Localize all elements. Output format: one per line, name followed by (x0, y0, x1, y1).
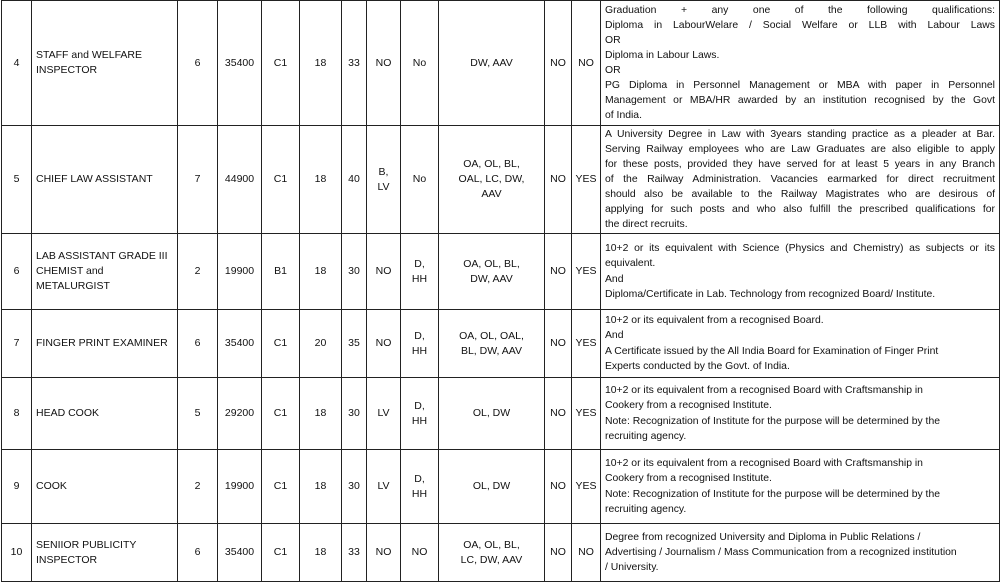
suitability-hh-line: HH (411, 344, 428, 357)
suitability-text: NO (375, 337, 392, 349)
qualification-line: 10+2 or its equivalent from a recognised Board. (605, 315, 824, 327)
pay-text: 35400 (224, 56, 255, 69)
qualification-line: OR (605, 34, 621, 46)
pay-cell (218, 378, 262, 450)
serial-number-text: 9 (13, 480, 20, 492)
post-name-line: LAB ASSISTANT GRADE III (36, 250, 168, 262)
age-min-cell (300, 234, 342, 310)
flag-b-text: NO (578, 546, 594, 558)
pwbd-categories-line: OA, OL, BL, (463, 538, 520, 551)
pay-text: 35400 (224, 337, 255, 349)
age-min-cell (300, 524, 342, 582)
age-min-text: 18 (314, 56, 327, 69)
suitability-hh-line: D, (414, 472, 425, 485)
pay-text: 29200 (224, 407, 255, 419)
vacancies-cell (178, 524, 218, 582)
serial-number-text: 7 (13, 337, 20, 349)
flag-b-text: YES (575, 337, 597, 349)
post-name-cell (32, 310, 178, 378)
qualification-line: Cookery from a recognised Institute. (605, 400, 772, 412)
suitability-hh-text: No (412, 173, 427, 185)
pwbd-categories-cell (439, 378, 545, 450)
qualification-line: Note: Recognization of Institute for the purpose will be determined by the (605, 488, 941, 500)
suitability-hh-cell (401, 310, 439, 378)
pwbd-categories-cell (439, 310, 545, 378)
serial-number-cell (2, 1, 32, 126)
table-body (2, 1, 1000, 582)
age-min-text: 18 (314, 546, 327, 558)
post-name-line: FINGER PRINT EXAMINER (36, 337, 168, 349)
serial-number-cell (2, 524, 32, 582)
vacancies-cell (178, 126, 218, 234)
flag-b-text: YES (575, 265, 597, 277)
qualification-line: of India. (605, 110, 642, 122)
table-row (2, 310, 1000, 378)
flag-a-text: NO (550, 480, 566, 492)
post-name-cell (32, 378, 178, 450)
medical-standard-cell (262, 524, 300, 582)
table-row (2, 234, 1000, 310)
qualification-cell (601, 310, 1000, 378)
flag-cell-b (572, 310, 601, 378)
qualification-line: 10+2 or its equivalent from a recognised Board with Craftsmanship in (605, 385, 923, 397)
pwbd-categories-cell (439, 524, 545, 582)
age-max-cell (342, 450, 367, 524)
age-min-cell (300, 1, 342, 126)
flag-cell-a (545, 1, 572, 126)
flag-a-text: NO (550, 546, 566, 558)
age-max-text: 30 (348, 407, 360, 419)
serial-number-text: 5 (13, 173, 20, 185)
vacancies-cell (178, 1, 218, 126)
pay-cell (218, 126, 262, 234)
suitability-cell (367, 234, 401, 310)
qualification-line: the direct recruits. (605, 219, 688, 231)
qualification-cell (601, 1, 1000, 126)
flag-cell-a (545, 126, 572, 234)
flag-b-text: YES (575, 173, 597, 185)
age-min-cell (300, 378, 342, 450)
medical-standard-cell (262, 450, 300, 524)
pay-text: 19900 (224, 265, 255, 277)
qualification-line: Cookery from a recognised Institute. (605, 473, 772, 485)
suitability-hh-text: No (412, 56, 427, 69)
flag-a-text: NO (550, 265, 566, 277)
age-max-text: 30 (348, 265, 360, 277)
table-row (2, 1, 1000, 126)
post-name-cell (32, 450, 178, 524)
qualification-line: Note: Recognization of Institute for the purpose will be determined by the (605, 415, 941, 427)
qualification-line: PG Diploma in Personnel Management or MBA with paper in Personnel (605, 80, 995, 92)
medical-standard-text: C1 (273, 337, 288, 349)
qualification-line: recruiting agency. (605, 503, 687, 515)
medical-standard-cell (262, 1, 300, 126)
flag-a-text: NO (550, 173, 566, 185)
suitability-cell (367, 378, 401, 450)
suitability-cell (367, 450, 401, 524)
pay-cell (218, 524, 262, 582)
medical-standard-text: C1 (273, 173, 288, 185)
flag-cell-a (545, 378, 572, 450)
post-name-cell (32, 126, 178, 234)
qualification-cell (601, 524, 1000, 582)
table-row (2, 126, 1000, 234)
suitability-hh-cell (401, 126, 439, 234)
pay-cell (218, 1, 262, 126)
qualification-cell (601, 126, 1000, 234)
post-name-line: METALURGIST (36, 280, 110, 292)
age-min-text: 18 (314, 173, 327, 185)
qualification-line: Management or MBA/HR awarded by an institution recognised by the Govt (605, 95, 995, 107)
pwbd-categories-cell (439, 234, 545, 310)
post-name-line: SENIIOR PUBLICITY (36, 538, 137, 551)
pay-cell (218, 234, 262, 310)
flag-cell-b (572, 524, 601, 582)
medical-standard-text: C1 (273, 546, 288, 558)
suitability-hh-cell (401, 1, 439, 126)
pwbd-categories-line: OA, OL, OAL, (459, 329, 524, 342)
age-min-text: 20 (314, 337, 327, 349)
suitability-text: LV (377, 480, 390, 492)
age-min-cell (300, 310, 342, 378)
flag-cell-b (572, 1, 601, 126)
age-max-text: 33 (348, 546, 360, 558)
vacancies-text: 7 (194, 173, 201, 185)
suitability-cell (367, 1, 401, 126)
pay-text: 19900 (224, 480, 255, 492)
qualification-line: recruiting agency. (605, 430, 687, 442)
suitability-text: NO (375, 546, 392, 558)
medical-standard-cell (262, 310, 300, 378)
flag-b-text: YES (575, 407, 597, 419)
flag-cell-a (545, 450, 572, 524)
qualification-line: 10+2 or its equivalent from a recognised Board with Craftsmanship in (605, 458, 923, 470)
suitability-line: LV (377, 180, 390, 193)
suitability-text: NO (375, 265, 392, 277)
pwbd-categories-cell (439, 450, 545, 524)
vacancies-text: 5 (194, 407, 201, 419)
age-min-text: 18 (314, 265, 327, 277)
suitability-hh-line: D, (414, 399, 425, 412)
post-name-line: HEAD COOK (36, 407, 100, 419)
flag-cell-a (545, 310, 572, 378)
qualification-line: A University Degree in Law with 3years standing practice as a pleader at Bar. (605, 128, 995, 140)
table-row (2, 524, 1000, 582)
pwbd-categories-line: DW, AAV (470, 56, 513, 69)
recruitment-table (1, 0, 1000, 582)
post-name-line: COOK (36, 480, 67, 492)
age-max-text: 33 (348, 56, 360, 69)
post-name-line: INSPECTOR (36, 553, 98, 566)
pwbd-categories-line: OA, OL, BL, (463, 158, 520, 170)
pwbd-categories-line: AAV (481, 188, 502, 200)
serial-number-cell (2, 126, 32, 234)
serial-number-text: 4 (13, 56, 20, 69)
age-min-cell (300, 450, 342, 524)
post-name-cell (32, 1, 178, 126)
suitability-line: B, (378, 165, 389, 178)
post-name-line: INSPECTOR (36, 64, 98, 76)
medical-standard-cell (262, 378, 300, 450)
pwbd-categories-line: OA, OL, BL, (463, 257, 520, 270)
table-row (2, 378, 1000, 450)
age-max-cell (342, 1, 367, 126)
medical-standard-text: C1 (273, 56, 288, 69)
qualification-line: should also be available to the Railway Magistrates who are desirous of (605, 189, 995, 201)
qualification-line: Advertising / Journalism / Mass Communication from a recognized institution (605, 546, 957, 558)
age-max-text: 35 (348, 337, 360, 349)
flag-b-text: YES (575, 480, 597, 492)
medical-standard-text: B1 (274, 265, 287, 277)
flag-cell-a (545, 524, 572, 582)
vacancies-text: 6 (194, 56, 201, 69)
qualification-line: Serving Railway employees who are Law Graduates are also eligible to apply (605, 143, 995, 155)
flag-cell-b (572, 234, 601, 310)
suitability-hh-line: HH (411, 487, 428, 500)
post-name-cell (32, 234, 178, 310)
suitability-hh-cell (401, 524, 439, 582)
age-max-text: 40 (348, 173, 360, 185)
qualification-line: And (605, 273, 624, 285)
qualification-line: applying for such posts and who also fulfill the prescribed qualifications for (605, 204, 995, 216)
suitability-hh-line: HH (411, 272, 428, 285)
vacancies-text: 6 (194, 337, 201, 349)
serial-number-text: 6 (13, 265, 20, 277)
flag-b-text: NO (578, 56, 594, 69)
flag-a-text: NO (550, 337, 566, 349)
flag-cell-b (572, 450, 601, 524)
suitability-hh-cell (401, 450, 439, 524)
qualification-line: A Certificate issued by the All India Board for Examination of Finger Print (605, 345, 939, 357)
qualification-line: for these posts, provided they have served for at least 5 years in any Branch (605, 158, 995, 170)
vacancies-cell (178, 378, 218, 450)
qualification-line: Degree from recognized University and Diploma in Public Relations / (605, 531, 921, 543)
post-name-line: CHEMIST and (36, 265, 104, 277)
suitability-cell (367, 126, 401, 234)
flag-a-text: NO (550, 407, 566, 419)
age-max-text: 30 (348, 480, 360, 492)
pay-text: 44900 (224, 173, 255, 185)
suitability-hh-line: D, (414, 329, 425, 342)
pwbd-categories-line: OL, DW (472, 480, 511, 492)
suitability-hh-line: HH (411, 414, 428, 427)
qualification-line: / University. (605, 562, 659, 574)
pwbd-categories-cell (439, 126, 545, 234)
serial-number-text: 8 (13, 407, 20, 419)
pay-text: 35400 (224, 546, 255, 558)
vacancies-cell (178, 450, 218, 524)
age-max-cell (342, 126, 367, 234)
pwbd-categories-line: OL, DW (472, 407, 511, 419)
qualification-line: Graduation + any one of the following qualifications: (605, 4, 995, 16)
suitability-hh-text: NO (411, 546, 428, 558)
qualification-line: of the Railway Administration. Vacancies earmarked for direct recruitment (605, 173, 995, 185)
pwbd-categories-line: OAL, LC, DW, (458, 173, 525, 185)
suitability-cell (367, 310, 401, 378)
suitability-text: NO (375, 56, 392, 69)
vacancies-text: 6 (194, 546, 201, 558)
qualification-line: Diploma in LabourWelare / Social Welfare or LLB with Labour Laws (605, 19, 995, 31)
serial-number-cell (2, 450, 32, 524)
serial-number-cell (2, 378, 32, 450)
qualification-line: OR (605, 65, 621, 76)
pwbd-categories-cell (439, 1, 545, 126)
serial-number-cell (2, 310, 32, 378)
flag-cell-b (572, 126, 601, 234)
qualification-line: Diploma in Labour Laws. (605, 49, 720, 61)
vacancies-text: 2 (194, 480, 201, 492)
suitability-hh-cell (401, 234, 439, 310)
serial-number-text: 10 (10, 546, 23, 558)
age-min-text: 18 (314, 480, 327, 492)
medical-standard-text: C1 (273, 407, 288, 419)
pwbd-categories-line: DW, AAV (470, 272, 513, 285)
medical-standard-cell (262, 234, 300, 310)
post-name-line: STAFF and WELFARE (36, 49, 142, 61)
flag-cell-a (545, 234, 572, 310)
qualification-line: equivalent. (605, 258, 656, 270)
age-min-cell (300, 126, 342, 234)
age-max-cell (342, 378, 367, 450)
vacancies-cell (178, 310, 218, 378)
age-max-cell (342, 524, 367, 582)
age-max-cell (342, 310, 367, 378)
pwbd-categories-line: BL, DW, AAV (460, 344, 523, 357)
qualification-cell (601, 450, 1000, 524)
flag-cell-b (572, 378, 601, 450)
pay-cell (218, 450, 262, 524)
qualification-cell (601, 378, 1000, 450)
pay-cell (218, 310, 262, 378)
qualification-line: 10+2 or its equivalent with Science (Physics and Chemistry) as subjects or its (605, 243, 995, 255)
vacancies-cell (178, 234, 218, 310)
qualification-line: Diploma/Certificate in Lab. Technology from recognized Board/ Institute. (605, 288, 936, 300)
pwbd-categories-line: LC, DW, AAV (460, 553, 523, 566)
age-max-cell (342, 234, 367, 310)
age-min-text: 18 (314, 407, 327, 419)
table-row (2, 450, 1000, 524)
vacancies-text: 2 (194, 265, 201, 277)
qualification-cell (601, 234, 1000, 310)
suitability-text: LV (377, 407, 390, 419)
suitability-cell (367, 524, 401, 582)
qualification-line: And (605, 330, 624, 342)
qualification-line: Experts conducted by the Govt. of India. (605, 360, 790, 372)
serial-number-cell (2, 234, 32, 310)
flag-a-text: NO (550, 56, 566, 69)
medical-standard-text: C1 (273, 480, 288, 492)
suitability-hh-line: D, (414, 257, 425, 270)
suitability-hh-cell (401, 378, 439, 450)
medical-standard-cell (262, 126, 300, 234)
post-name-cell (32, 524, 178, 582)
post-name-line: CHIEF LAW ASSISTANT (36, 173, 153, 185)
